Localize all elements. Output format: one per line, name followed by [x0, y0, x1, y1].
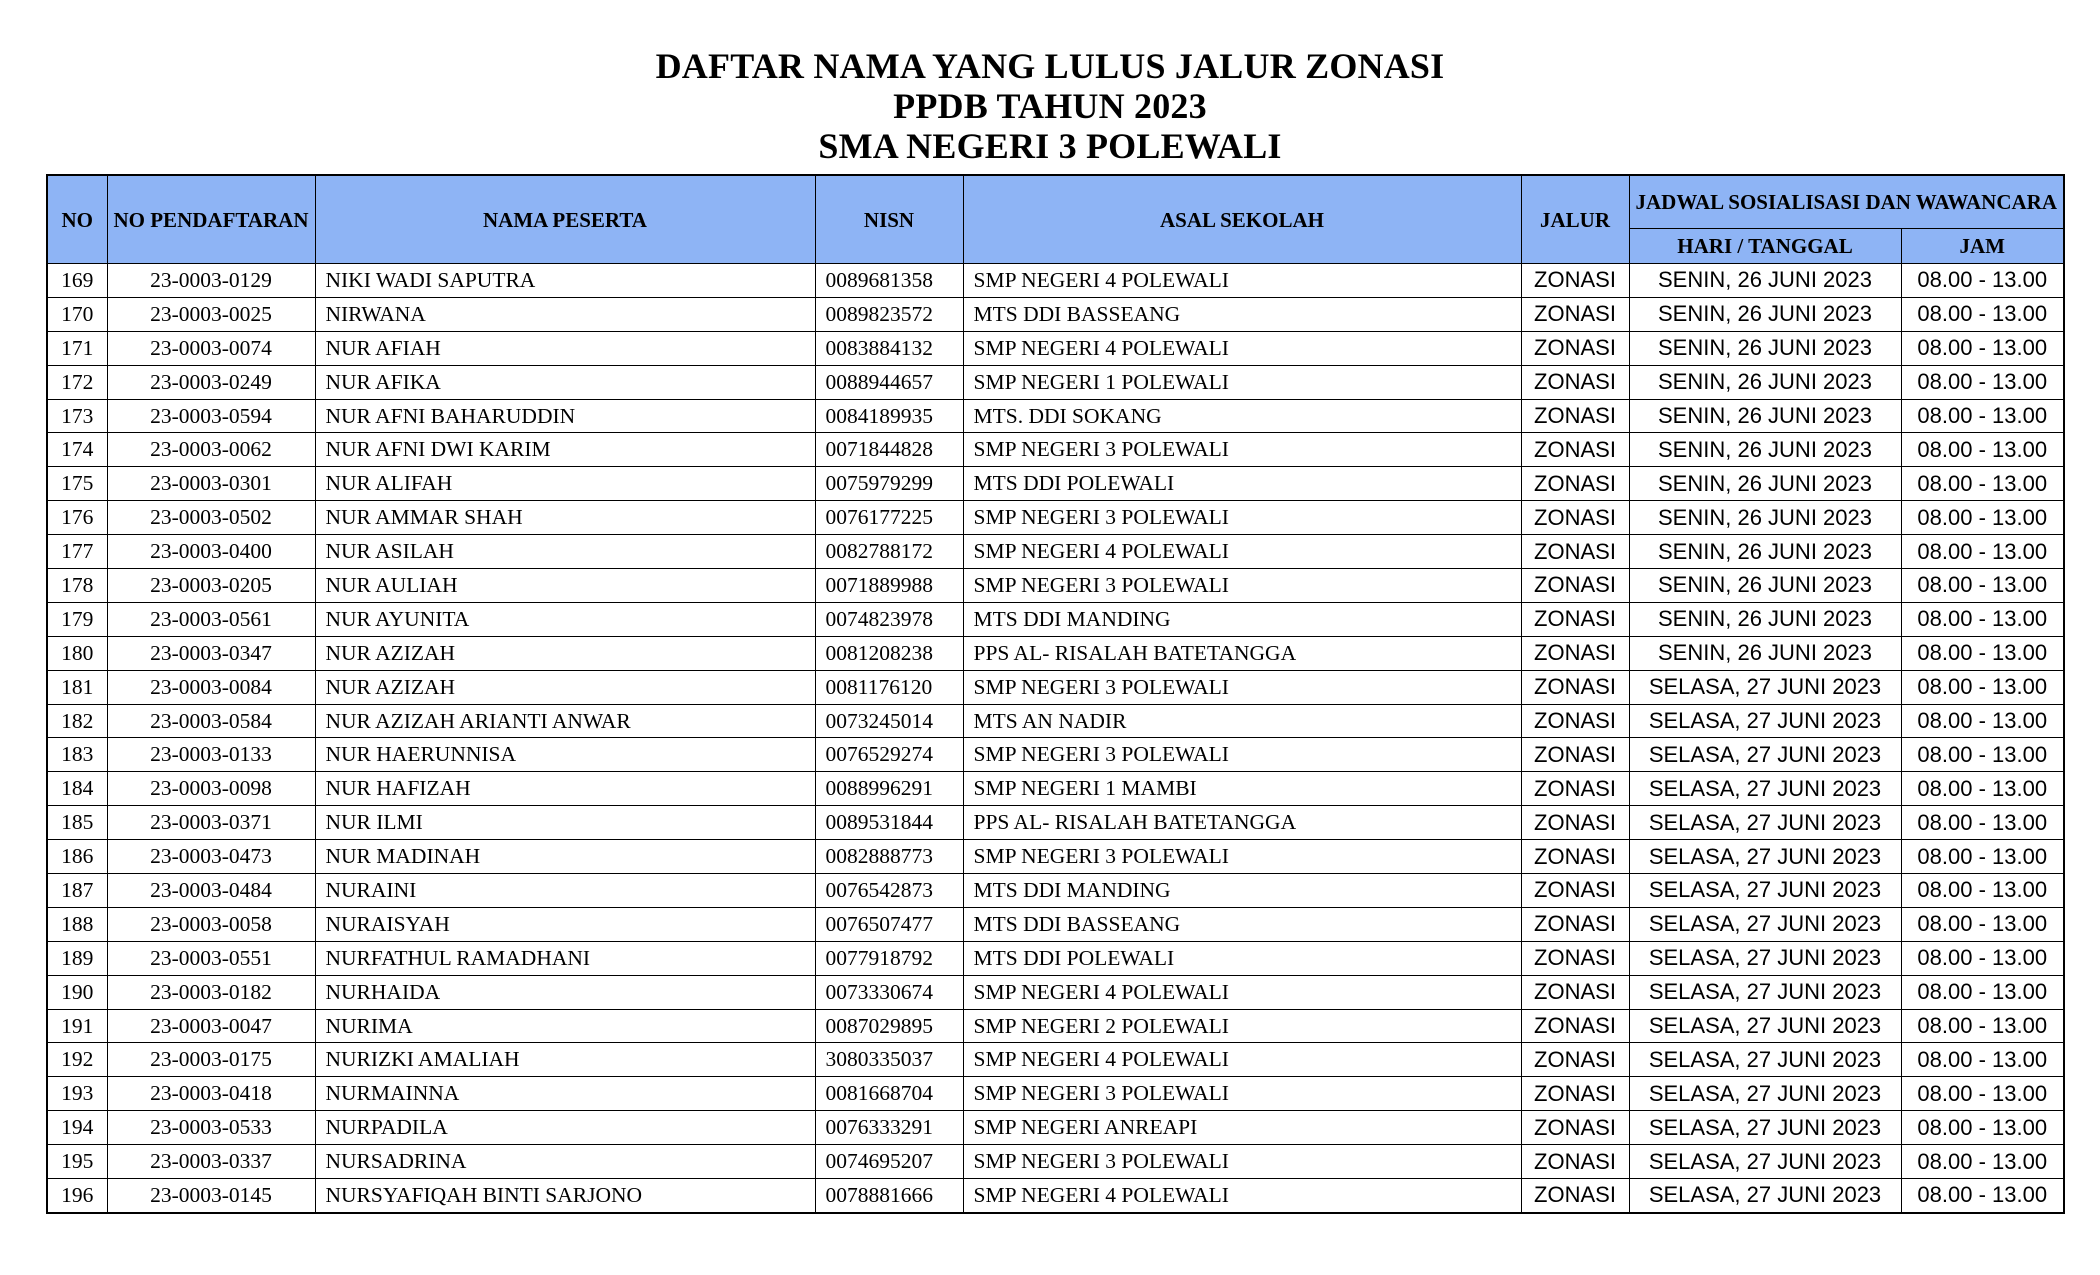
cell-asal-sekolah: MTS DDI POLEWALI	[963, 467, 1521, 501]
header-asal-sekolah: ASAL SEKOLAH	[963, 175, 1521, 264]
cell-no-pendaftaran: 23-0003-0175	[107, 1043, 315, 1077]
table-row	[47, 874, 2064, 908]
cell-asal-sekolah: SMP NEGERI 3 POLEWALI	[963, 501, 1521, 535]
cell-nama-peserta: NUR AYUNITA	[315, 602, 815, 636]
cell-no-pendaftaran: 23-0003-0418	[107, 1077, 315, 1111]
cell-jalur: ZONASI	[1521, 975, 1629, 1009]
cell-asal-sekolah: SMP NEGERI 4 POLEWALI	[963, 975, 1521, 1009]
cell-hari-tanggal: SENIN, 26 JUNI 2023	[1629, 636, 1901, 670]
cell-nisn: 0071889988	[815, 569, 963, 603]
cell-nisn: 0081208238	[815, 636, 963, 670]
cell-no: 182	[47, 704, 107, 738]
cell-hari-tanggal: SELASA, 27 JUNI 2023	[1629, 840, 1901, 874]
cell-jalur: ZONASI	[1521, 602, 1629, 636]
cell-hari-tanggal: SELASA, 27 JUNI 2023	[1629, 941, 1901, 975]
cell-nama-peserta: NURAISYAH	[315, 907, 815, 941]
cell-hari-tanggal: SELASA, 27 JUNI 2023	[1629, 874, 1901, 908]
cell-jam: 08.00 - 13.00	[1901, 975, 2064, 1009]
cell-nama-peserta: NUR ILMI	[315, 806, 815, 840]
table-row	[47, 331, 2064, 365]
cell-jam: 08.00 - 13.00	[1901, 941, 2064, 975]
table-row	[47, 941, 2064, 975]
cell-nama-peserta: NUR AULIAH	[315, 569, 815, 603]
cell-hari-tanggal: SELASA, 27 JUNI 2023	[1629, 1179, 1901, 1213]
cell-jalur: ZONASI	[1521, 569, 1629, 603]
cell-no-pendaftaran: 23-0003-0473	[107, 840, 315, 874]
cell-jam: 08.00 - 13.00	[1901, 297, 2064, 331]
cell-no-pendaftaran: 23-0003-0074	[107, 331, 315, 365]
cell-no: 193	[47, 1077, 107, 1111]
cell-nisn: 0088944657	[815, 365, 963, 399]
cell-jam: 08.00 - 13.00	[1901, 331, 2064, 365]
cell-nama-peserta: NURSADRINA	[315, 1145, 815, 1179]
cell-asal-sekolah: SMP NEGERI 3 POLEWALI	[963, 840, 1521, 874]
cell-no-pendaftaran: 23-0003-0047	[107, 1009, 315, 1043]
cell-jalur: ZONASI	[1521, 297, 1629, 331]
cell-no-pendaftaran: 23-0003-0058	[107, 907, 315, 941]
cell-jalur: ZONASI	[1521, 772, 1629, 806]
cell-jam: 08.00 - 13.00	[1901, 704, 2064, 738]
cell-asal-sekolah: SMP NEGERI 4 POLEWALI	[963, 264, 1521, 298]
table-row	[47, 1145, 2064, 1179]
cell-nisn: 0076542873	[815, 874, 963, 908]
cell-no-pendaftaran: 23-0003-0084	[107, 670, 315, 704]
cell-hari-tanggal: SELASA, 27 JUNI 2023	[1629, 1145, 1901, 1179]
cell-nisn: 0089681358	[815, 264, 963, 298]
cell-asal-sekolah: SMP NEGERI 3 POLEWALI	[963, 569, 1521, 603]
table-row	[47, 636, 2064, 670]
table-row	[47, 467, 2064, 501]
cell-no: 196	[47, 1179, 107, 1213]
cell-asal-sekolah: SMP NEGERI 1 POLEWALI	[963, 365, 1521, 399]
cell-jam: 08.00 - 13.00	[1901, 433, 2064, 467]
cell-no-pendaftaran: 23-0003-0205	[107, 569, 315, 603]
cell-asal-sekolah: SMP NEGERI 1 MAMBI	[963, 772, 1521, 806]
cell-jalur: ZONASI	[1521, 907, 1629, 941]
cell-jalur: ZONASI	[1521, 1145, 1629, 1179]
cell-jalur: ZONASI	[1521, 264, 1629, 298]
cell-jam: 08.00 - 13.00	[1901, 670, 2064, 704]
table-row	[47, 1111, 2064, 1145]
cell-jalur: ZONASI	[1521, 874, 1629, 908]
table-row	[47, 670, 2064, 704]
cell-jam: 08.00 - 13.00	[1901, 399, 2064, 433]
cell-jalur: ZONASI	[1521, 1077, 1629, 1111]
cell-no-pendaftaran: 23-0003-0400	[107, 535, 315, 569]
cell-asal-sekolah: PPS AL- RISALAH BATETANGGA	[963, 806, 1521, 840]
cell-nama-peserta: NURIMA	[315, 1009, 815, 1043]
cell-asal-sekolah: SMP NEGERI 3 POLEWALI	[963, 433, 1521, 467]
table-row	[47, 433, 2064, 467]
cell-no-pendaftaran: 23-0003-0133	[107, 738, 315, 772]
cell-nama-peserta: NURFATHUL RAMADHANI	[315, 941, 815, 975]
cell-jalur: ZONASI	[1521, 467, 1629, 501]
cell-nama-peserta: NURPADILA	[315, 1111, 815, 1145]
cell-no: 185	[47, 806, 107, 840]
cell-no-pendaftaran: 23-0003-0025	[107, 297, 315, 331]
cell-nisn: 0089823572	[815, 297, 963, 331]
cell-no: 172	[47, 365, 107, 399]
cell-hari-tanggal: SENIN, 26 JUNI 2023	[1629, 365, 1901, 399]
cell-nisn: 0077918792	[815, 941, 963, 975]
cell-no: 190	[47, 975, 107, 1009]
cell-nama-peserta: NUR AZIZAH	[315, 670, 815, 704]
cell-no-pendaftaran: 23-0003-0594	[107, 399, 315, 433]
table-row	[47, 840, 2064, 874]
cell-nama-peserta: NURIZKI AMALIAH	[315, 1043, 815, 1077]
header-no: NO	[47, 175, 107, 264]
cell-asal-sekolah: SMP NEGERI ANREAPI	[963, 1111, 1521, 1145]
cell-no: 175	[47, 467, 107, 501]
cell-asal-sekolah: SMP NEGERI 3 POLEWALI	[963, 1145, 1521, 1179]
title-line-3: SMA NEGERI 3 POLEWALI	[818, 126, 1282, 166]
cell-jam: 08.00 - 13.00	[1901, 1009, 2064, 1043]
cell-nisn: 0084189935	[815, 399, 963, 433]
cell-jalur: ZONASI	[1521, 365, 1629, 399]
cell-no-pendaftaran: 23-0003-0561	[107, 602, 315, 636]
cell-hari-tanggal: SENIN, 26 JUNI 2023	[1629, 535, 1901, 569]
cell-asal-sekolah: SMP NEGERI 4 POLEWALI	[963, 1043, 1521, 1077]
cell-hari-tanggal: SENIN, 26 JUNI 2023	[1629, 433, 1901, 467]
title-line-2: PPDB TAHUN 2023	[893, 86, 1207, 126]
cell-jalur: ZONASI	[1521, 670, 1629, 704]
cell-no-pendaftaran: 23-0003-0098	[107, 772, 315, 806]
cell-no-pendaftaran: 23-0003-0129	[107, 264, 315, 298]
cell-nama-peserta: NUR AZIZAH	[315, 636, 815, 670]
cell-nisn: 0082888773	[815, 840, 963, 874]
cell-nisn: 0087029895	[815, 1009, 963, 1043]
table-row	[47, 602, 2064, 636]
table-row	[47, 1009, 2064, 1043]
cell-nisn: 0073330674	[815, 975, 963, 1009]
cell-asal-sekolah: MTS. DDI SOKANG	[963, 399, 1521, 433]
cell-nama-peserta: NUR ALIFAH	[315, 467, 815, 501]
cell-hari-tanggal: SELASA, 27 JUNI 2023	[1629, 1043, 1901, 1077]
cell-hari-tanggal: SELASA, 27 JUNI 2023	[1629, 975, 1901, 1009]
cell-no-pendaftaran: 23-0003-0533	[107, 1111, 315, 1145]
cell-jam: 08.00 - 13.00	[1901, 907, 2064, 941]
cell-no: 170	[47, 297, 107, 331]
cell-jalur: ZONASI	[1521, 840, 1629, 874]
cell-no: 188	[47, 907, 107, 941]
cell-no: 180	[47, 636, 107, 670]
cell-jalur: ZONASI	[1521, 1043, 1629, 1077]
table-row	[47, 772, 2064, 806]
cell-jam: 08.00 - 13.00	[1901, 874, 2064, 908]
cell-jalur: ZONASI	[1521, 331, 1629, 365]
cell-jam: 08.00 - 13.00	[1901, 501, 2064, 535]
table-row	[47, 1179, 2064, 1213]
cell-jalur: ZONASI	[1521, 433, 1629, 467]
cell-jam: 08.00 - 13.00	[1901, 772, 2064, 806]
title-line-1: DAFTAR NAMA YANG LULUS JALUR ZONASI	[655, 46, 1445, 86]
cell-jam: 08.00 - 13.00	[1901, 636, 2064, 670]
cell-nisn: 0088996291	[815, 772, 963, 806]
cell-nisn: 0081176120	[815, 670, 963, 704]
cell-nisn: 0076333291	[815, 1111, 963, 1145]
cell-hari-tanggal: SELASA, 27 JUNI 2023	[1629, 907, 1901, 941]
cell-nisn: 0081668704	[815, 1077, 963, 1111]
cell-jam: 08.00 - 13.00	[1901, 840, 2064, 874]
cell-asal-sekolah: SMP NEGERI 4 POLEWALI	[963, 331, 1521, 365]
cell-jam: 08.00 - 13.00	[1901, 806, 2064, 840]
table-body	[47, 264, 2064, 1213]
cell-jalur: ZONASI	[1521, 399, 1629, 433]
cell-no: 192	[47, 1043, 107, 1077]
header-no-pendaftaran: NO PENDAFTARAN	[107, 175, 315, 264]
cell-nisn: 0076529274	[815, 738, 963, 772]
cell-nama-peserta: NUR AFNI BAHARUDDIN	[315, 399, 815, 433]
cell-no: 174	[47, 433, 107, 467]
cell-no: 186	[47, 840, 107, 874]
cell-nisn: 0071844828	[815, 433, 963, 467]
cell-jam: 08.00 - 13.00	[1901, 264, 2064, 298]
cell-hari-tanggal: SENIN, 26 JUNI 2023	[1629, 331, 1901, 365]
cell-hari-tanggal: SENIN, 26 JUNI 2023	[1629, 297, 1901, 331]
cell-nama-peserta: NIRWANA	[315, 297, 815, 331]
table-row	[47, 264, 2064, 298]
cell-hari-tanggal: SELASA, 27 JUNI 2023	[1629, 704, 1901, 738]
cell-jalur: ZONASI	[1521, 1009, 1629, 1043]
cell-hari-tanggal: SENIN, 26 JUNI 2023	[1629, 569, 1901, 603]
cell-asal-sekolah: MTS DDI POLEWALI	[963, 941, 1521, 975]
cell-no: 181	[47, 670, 107, 704]
table-row	[47, 704, 2064, 738]
cell-no: 184	[47, 772, 107, 806]
cell-jalur: ZONASI	[1521, 1179, 1629, 1213]
cell-nama-peserta: NUR AZIZAH ARIANTI ANWAR	[315, 704, 815, 738]
cell-jalur: ZONASI	[1521, 1111, 1629, 1145]
cell-nisn: 0075979299	[815, 467, 963, 501]
cell-no: 189	[47, 941, 107, 975]
document-title	[0, 46, 2100, 166]
cell-no: 176	[47, 501, 107, 535]
cell-nisn: 0074823978	[815, 602, 963, 636]
cell-jalur: ZONASI	[1521, 535, 1629, 569]
cell-nisn: 0073245014	[815, 704, 963, 738]
header-jalur: JALUR	[1521, 175, 1629, 264]
table-row	[47, 738, 2064, 772]
cell-nama-peserta: NIKI WADI SAPUTRA	[315, 264, 815, 298]
cell-no: 178	[47, 569, 107, 603]
header-nisn: NISN	[815, 175, 963, 264]
cell-nama-peserta: NUR HAFIZAH	[315, 772, 815, 806]
cell-jalur: ZONASI	[1521, 738, 1629, 772]
cell-hari-tanggal: SELASA, 27 JUNI 2023	[1629, 1009, 1901, 1043]
cell-no: 171	[47, 331, 107, 365]
cell-nama-peserta: NUR AMMAR SHAH	[315, 501, 815, 535]
cell-jam: 08.00 - 13.00	[1901, 1145, 2064, 1179]
cell-no: 194	[47, 1111, 107, 1145]
cell-jam: 08.00 - 13.00	[1901, 1179, 2064, 1213]
table-row	[47, 297, 2064, 331]
header-hari-tanggal: HARI / TANGGAL	[1629, 229, 1901, 264]
header-nama-peserta: NAMA PESERTA	[315, 175, 815, 264]
cell-no-pendaftaran: 23-0003-0371	[107, 806, 315, 840]
table-row	[47, 907, 2064, 941]
table-row	[47, 569, 2064, 603]
table-row	[47, 1043, 2064, 1077]
cell-hari-tanggal: SELASA, 27 JUNI 2023	[1629, 1111, 1901, 1145]
table-row	[47, 365, 2064, 399]
cell-no: 177	[47, 535, 107, 569]
cell-hari-tanggal: SELASA, 27 JUNI 2023	[1629, 806, 1901, 840]
cell-nisn: 0082788172	[815, 535, 963, 569]
cell-nama-peserta: NUR AFIAH	[315, 331, 815, 365]
cell-hari-tanggal: SENIN, 26 JUNI 2023	[1629, 501, 1901, 535]
cell-nama-peserta: NURHAIDA	[315, 975, 815, 1009]
cell-jalur: ZONASI	[1521, 704, 1629, 738]
table-row	[47, 975, 2064, 1009]
cell-asal-sekolah: SMP NEGERI 3 POLEWALI	[963, 738, 1521, 772]
table-row	[47, 806, 2064, 840]
cell-hari-tanggal: SENIN, 26 JUNI 2023	[1629, 602, 1901, 636]
cell-nama-peserta: NUR HAERUNNISA	[315, 738, 815, 772]
cell-hari-tanggal: SELASA, 27 JUNI 2023	[1629, 738, 1901, 772]
cell-nisn: 0076507477	[815, 907, 963, 941]
cell-no-pendaftaran: 23-0003-0484	[107, 874, 315, 908]
table-header	[47, 175, 2064, 264]
cell-no-pendaftaran: 23-0003-0584	[107, 704, 315, 738]
cell-nisn: 0076177225	[815, 501, 963, 535]
cell-asal-sekolah: MTS DDI BASSEANG	[963, 297, 1521, 331]
cell-jam: 08.00 - 13.00	[1901, 602, 2064, 636]
cell-nama-peserta: NURAINI	[315, 874, 815, 908]
cell-no: 183	[47, 738, 107, 772]
participants-table	[46, 174, 2065, 1214]
cell-jam: 08.00 - 13.00	[1901, 535, 2064, 569]
cell-asal-sekolah: SMP NEGERI 4 POLEWALI	[963, 1179, 1521, 1213]
cell-asal-sekolah: SMP NEGERI 3 POLEWALI	[963, 670, 1521, 704]
cell-no: 187	[47, 874, 107, 908]
cell-jam: 08.00 - 13.00	[1901, 467, 2064, 501]
cell-nisn: 0089531844	[815, 806, 963, 840]
cell-jalur: ZONASI	[1521, 806, 1629, 840]
cell-hari-tanggal: SELASA, 27 JUNI 2023	[1629, 1077, 1901, 1111]
cell-nisn: 0083884132	[815, 331, 963, 365]
cell-jalur: ZONASI	[1521, 941, 1629, 975]
cell-nama-peserta: NUR ASILAH	[315, 535, 815, 569]
cell-asal-sekolah: MTS DDI MANDING	[963, 874, 1521, 908]
cell-jam: 08.00 - 13.00	[1901, 1043, 2064, 1077]
cell-nama-peserta: NUR AFNI DWI KARIM	[315, 433, 815, 467]
cell-jam: 08.00 - 13.00	[1901, 365, 2064, 399]
cell-nisn: 0078881666	[815, 1179, 963, 1213]
cell-no-pendaftaran: 23-0003-0551	[107, 941, 315, 975]
cell-asal-sekolah: MTS AN NADIR	[963, 704, 1521, 738]
cell-jalur: ZONASI	[1521, 501, 1629, 535]
cell-no: 173	[47, 399, 107, 433]
cell-no-pendaftaran: 23-0003-0502	[107, 501, 315, 535]
cell-jam: 08.00 - 13.00	[1901, 1077, 2064, 1111]
cell-no: 169	[47, 264, 107, 298]
table-row	[47, 535, 2064, 569]
cell-nisn: 0074695207	[815, 1145, 963, 1179]
cell-no-pendaftaran: 23-0003-0337	[107, 1145, 315, 1179]
cell-no: 191	[47, 1009, 107, 1043]
table-row	[47, 501, 2064, 535]
cell-no-pendaftaran: 23-0003-0347	[107, 636, 315, 670]
cell-no-pendaftaran: 23-0003-0062	[107, 433, 315, 467]
table-row	[47, 1077, 2064, 1111]
cell-jam: 08.00 - 13.00	[1901, 569, 2064, 603]
cell-jam: 08.00 - 13.00	[1901, 1111, 2064, 1145]
cell-no-pendaftaran: 23-0003-0301	[107, 467, 315, 501]
table-row	[47, 399, 2064, 433]
cell-nama-peserta: NURMAINNA	[315, 1077, 815, 1111]
cell-no-pendaftaran: 23-0003-0182	[107, 975, 315, 1009]
cell-asal-sekolah: MTS DDI BASSEANG	[963, 907, 1521, 941]
cell-asal-sekolah: MTS DDI MANDING	[963, 602, 1521, 636]
cell-nama-peserta: NUR MADINAH	[315, 840, 815, 874]
cell-nama-peserta: NURSYAFIQAH BINTI SARJONO	[315, 1179, 815, 1213]
cell-no: 179	[47, 602, 107, 636]
cell-asal-sekolah: PPS AL- RISALAH BATETANGGA	[963, 636, 1521, 670]
cell-asal-sekolah: SMP NEGERI 2 POLEWALI	[963, 1009, 1521, 1043]
cell-hari-tanggal: SELASA, 27 JUNI 2023	[1629, 772, 1901, 806]
cell-no: 195	[47, 1145, 107, 1179]
cell-asal-sekolah: SMP NEGERI 4 POLEWALI	[963, 535, 1521, 569]
header-jam: JAM	[1901, 229, 2064, 264]
cell-hari-tanggal: SENIN, 26 JUNI 2023	[1629, 399, 1901, 433]
cell-hari-tanggal: SENIN, 26 JUNI 2023	[1629, 467, 1901, 501]
cell-jam: 08.00 - 13.00	[1901, 738, 2064, 772]
header-jadwal: JADWAL SOSIALISASI DAN WAWANCARA	[1629, 175, 2064, 229]
cell-hari-tanggal: SENIN, 26 JUNI 2023	[1629, 264, 1901, 298]
cell-jalur: ZONASI	[1521, 636, 1629, 670]
cell-nama-peserta: NUR AFIKA	[315, 365, 815, 399]
cell-hari-tanggal: SELASA, 27 JUNI 2023	[1629, 670, 1901, 704]
cell-no-pendaftaran: 23-0003-0145	[107, 1179, 315, 1213]
cell-no-pendaftaran: 23-0003-0249	[107, 365, 315, 399]
cell-nisn: 3080335037	[815, 1043, 963, 1077]
cell-asal-sekolah: SMP NEGERI 3 POLEWALI	[963, 1077, 1521, 1111]
